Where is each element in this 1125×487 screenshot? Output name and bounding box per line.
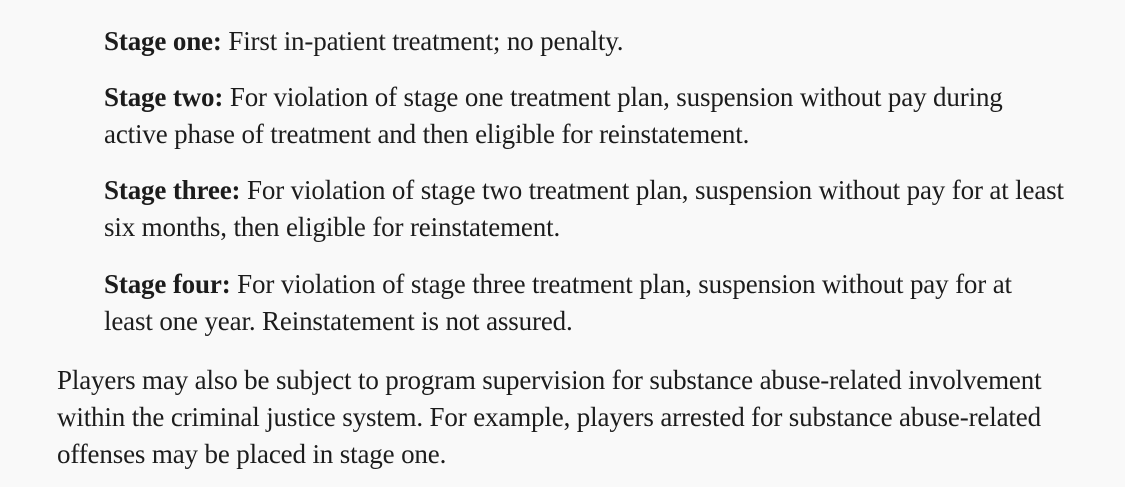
stage-one-text: First in-patient treatment; no penalty.	[221, 26, 624, 56]
stage-two-paragraph	[104, 79, 1064, 153]
stage-two-text: For violation of stage one treatment plan, suspension without pay during active phase of treatment and then eligible for reinstatement.	[104, 82, 1003, 149]
stage-two-label: Stage two:	[104, 82, 224, 112]
stage-one-paragraph	[104, 23, 1064, 60]
cropped-text-line	[58, 0, 278, 2]
closing-paragraph: Players may also be subject to program supervision for substance abuse-related involvement within the criminal justice system. For example, players arrested for substance abuse-related offenses may be placed in stage one.	[57, 365, 1042, 469]
stage-four-paragraph	[104, 266, 1064, 340]
stage-three-text: For violation of stage two treatment plan, suspension without pay for at least six months, then eligible for reinstatement.	[104, 175, 1064, 242]
stage-four-label: Stage four:	[104, 269, 231, 299]
stage-three-label: Stage three:	[104, 175, 241, 205]
stage-one-label: Stage one:	[104, 26, 222, 56]
stage-four-text: For violation of stage three treatment plan, suspension without pay for at least one year. Reinstatement is not assured.	[104, 269, 1012, 336]
stage-three-paragraph	[104, 172, 1064, 246]
